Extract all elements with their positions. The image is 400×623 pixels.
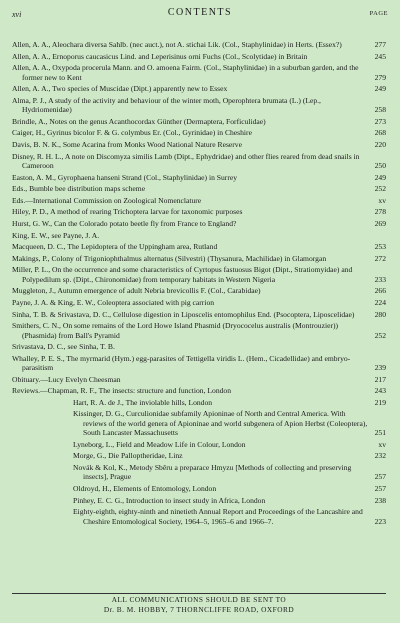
entry-page: 257 — [374, 484, 386, 494]
entry-text: Lyneborg, L., Field and Meadow Life in Colour, London — [73, 439, 246, 449]
contents-list — [12, 40, 386, 528]
page-title: CONTENTS — [167, 7, 233, 18]
entry-page: 280 — [374, 309, 386, 319]
entry-page: 273 — [374, 116, 386, 126]
entry-text: Eds.—International Commission on Zoological Nomenclature — [12, 195, 202, 205]
contents-entry — [12, 484, 386, 493]
entry-page: 266 — [374, 286, 386, 296]
entry-text: Kissinger, D. G., Curculionidae subfamily Apioninae of North and Central America. With reviews of the world genera of Apioninae and world subgenera of Apion Herbst (Coleoptera), South Lancaster Massachusetts — [73, 409, 368, 438]
entry-text: Whalley, P. E. S., The myrmarid (Hym.) egg-parasites of Tettigella viridis L. (Hem., Cicadellidae) and embryo-parasitism — [12, 353, 351, 373]
footer-line-1: ALL COMMUNICATIONS SHOULD BE SENT TO — [111, 595, 287, 604]
entry-page: 268 — [374, 128, 386, 138]
contents-entry — [12, 398, 386, 407]
entry-text: Srivastava, D. C., see Sinha, T. B. — [12, 342, 115, 352]
entry-text: Makings, P., Colony of Trigoniophthalmus alternatus (Silvestri) (Thysanura, Machilidae) in Glamorgan — [12, 253, 327, 263]
contents-entry — [12, 342, 386, 351]
entry-text: Caiger, H., Gyrinus bicolor F. & G. colymbus Er. (Col., Gyrinidae) in Cheshire — [12, 128, 252, 138]
contents-entry — [12, 207, 386, 216]
entry-page: 279 — [374, 72, 386, 82]
entry-text: Sinha, T. B. & Srivastava, D. C., Cellulose digestion in Liposcelis entomophilus End. (Psocoptera, Liposcelidae) — [12, 309, 355, 319]
contents-entry — [12, 254, 386, 263]
entry-page: 272 — [374, 253, 386, 263]
entry-page: 223 — [374, 516, 386, 526]
entry-text: Pinhey, E. C. G., Introduction to insect study in Africa, London — [73, 495, 266, 505]
entry-page: 269 — [374, 218, 386, 228]
entry-page: 219 — [374, 397, 386, 407]
contents-entry — [12, 128, 386, 137]
entry-page: 245 — [374, 51, 386, 61]
entry-text: Novák & Kol, K., Metody Sběru a preparace Hmyzu [Methods of collecting and preserving insects], Prague — [73, 463, 352, 482]
entry-page: xv — [378, 439, 386, 449]
entry-text: Hiley, P. D., A method of rearing Trichoptera larvae for taxonomic purposes — [12, 207, 243, 217]
footer — [12, 593, 386, 614]
entry-text: Reviews.—Chapman, R. F., The insects: structure and function, London — [12, 386, 232, 396]
entry-page: 258 — [374, 105, 386, 115]
entry-page: 252 — [374, 330, 386, 340]
contents-entry — [12, 40, 386, 49]
contents-entry — [12, 184, 386, 193]
contents-entry — [12, 354, 386, 373]
entry-text: Hurst, G. W., Can the Colorado potato beetle fly from France to England? — [12, 218, 237, 228]
contents-entry — [12, 507, 386, 526]
page-number: xvi — [12, 10, 22, 19]
contents-entry — [12, 310, 386, 319]
entry-text: Easton, A. M., Gyrophaena hanseni Strand (Col., Staphylinidae) in Surrey — [12, 172, 238, 182]
entry-text: Allen, A. A., Oxypoda procerula Mann. and O. amoena Fairm. (Col., Staphylinidae) in a suburban garden, and the former new to Kent — [12, 63, 359, 82]
entry-page: 251 — [374, 428, 386, 438]
entry-page: 239 — [374, 363, 386, 373]
entry-page: 277 — [374, 40, 386, 49]
contents-entry — [12, 409, 386, 437]
contents-entry — [12, 321, 386, 340]
entry-text: Brindle, A., Notes on the genus Acanthocordax Günther (Dermaptera, Forficulidae) — [12, 116, 266, 126]
contents-entry — [12, 463, 386, 482]
entry-text: Eighty-eighth, eighty-ninth and ninetieth Annual Report and Proceedings of the Lancashire and Cheshire Entomological Society, 1964–5, 1965–6 and 1966–7. — [73, 507, 363, 526]
contents-entry — [12, 152, 386, 171]
contents-entry — [12, 63, 386, 82]
entry-text: Eds., Bumble bee distribution maps scheme — [12, 184, 146, 194]
entry-text: Miller, P. L., On the occurrence and some characteristics of Cyrtopus fastuosus Bigot (Dipt., Stratiomyidae) and Polypedilum sp. (Dipt., Chironomidae) from temporary habitats in Western Nigeria — [12, 265, 353, 284]
entry-text: Allen, A. A., Aleochara diversa Sahlb. (nec auct.), not A. stichai Lik. (Col., Staphylinidae) in Herts. (Essex?) — [12, 40, 342, 49]
footer-rule — [12, 593, 386, 594]
entry-text: Allen, A. A., Two species of Muscidae (Dipt.) apparently new to Essex — [12, 84, 228, 94]
entry-page: 238 — [374, 495, 386, 505]
entry-text: Morge, G., Die Palloptheridae, Linz — [73, 451, 183, 461]
contents-entry — [12, 117, 386, 126]
entry-page: 243 — [374, 386, 386, 396]
entry-page: 250 — [374, 160, 386, 170]
entry-text: Disney, R. H. L., A note on Discomyza similis Lamb (Dipt., Ephydridae) and other flies reared from dead snails in Cameroon — [12, 151, 360, 170]
page-header — [12, 7, 388, 21]
contents-entry — [12, 231, 386, 240]
contents-entry — [12, 84, 386, 93]
contents-entry — [12, 298, 386, 307]
contents-entry — [12, 286, 386, 295]
entry-text: Obituary.—Lucy Evelyn Cheesman — [12, 374, 121, 384]
entry-text: Davis, B. N. K., Some Acarina from Monks Wood National Nature Reserve — [12, 139, 242, 149]
entry-text: Alma, P. J., A study of the activity and behaviour of the winter moth, Operophtera brumata (L.) (Lep., Hydriomenidae) — [12, 95, 321, 115]
contents-entry — [12, 265, 386, 284]
entry-text: Macqueen, D. C., The Lepidoptera of the Uppingham area, Rutland — [12, 242, 218, 252]
contents-entry — [12, 96, 386, 115]
entry-page: 233 — [374, 274, 386, 284]
contents-entry — [12, 196, 386, 205]
contents-entry — [12, 386, 386, 395]
entry-text: Payne, J. A. & King, E. W., Coleoptera associated with pig carrion — [12, 297, 215, 307]
contents-entry — [12, 52, 386, 61]
entry-text: Hart, R. A. de J., The inviolable hills, London — [73, 397, 213, 407]
contents-entry — [12, 440, 386, 449]
contents-entry — [12, 375, 386, 384]
entry-page: 232 — [374, 451, 386, 461]
contents-entry — [12, 140, 386, 149]
entry-page: 278 — [374, 207, 386, 217]
entry-text: Oldroyd, H., Elements of Entomology, London — [73, 484, 217, 494]
entry-page: 249 — [374, 84, 386, 94]
contents-entry — [12, 496, 386, 505]
entry-page: 257 — [374, 472, 386, 482]
contents-entry — [12, 242, 386, 251]
entry-page: xv — [378, 195, 386, 205]
entry-text: King, E. W., see Payne, J. A. — [12, 230, 100, 240]
entry-text: Allen, A. A., Ernoporus caucasicus Lind. and Leperisinus orni Fuchs (Col., Scolytidae) in Britain — [12, 51, 308, 61]
footer-line-2: Dr. B. M. HOBBY, 7 THORNCLIFFE ROAD, OXFORD — [103, 604, 295, 614]
entry-page: 249 — [374, 172, 386, 182]
entry-text: Smithers, C. N., On some remains of the Lord Howe Island Phasmid (Dryococelus australis (Montrouzier)) (Phasmida) from Ball's Pyramid — [12, 321, 339, 340]
contents-entry — [12, 219, 386, 228]
contents-entry — [12, 451, 386, 460]
entry-page: 253 — [374, 242, 386, 252]
contents-entry — [12, 173, 386, 182]
page-column-label: PAGE — [369, 10, 388, 17]
entry-page: 220 — [374, 139, 386, 149]
entry-page: 217 — [374, 374, 386, 384]
entry-page: 224 — [374, 297, 386, 307]
entry-text: Muggleton, J., Autumn emergence of adult Nebria brevicollis F. (Col., Carabidae) — [12, 286, 261, 296]
entry-page: 252 — [374, 184, 386, 194]
